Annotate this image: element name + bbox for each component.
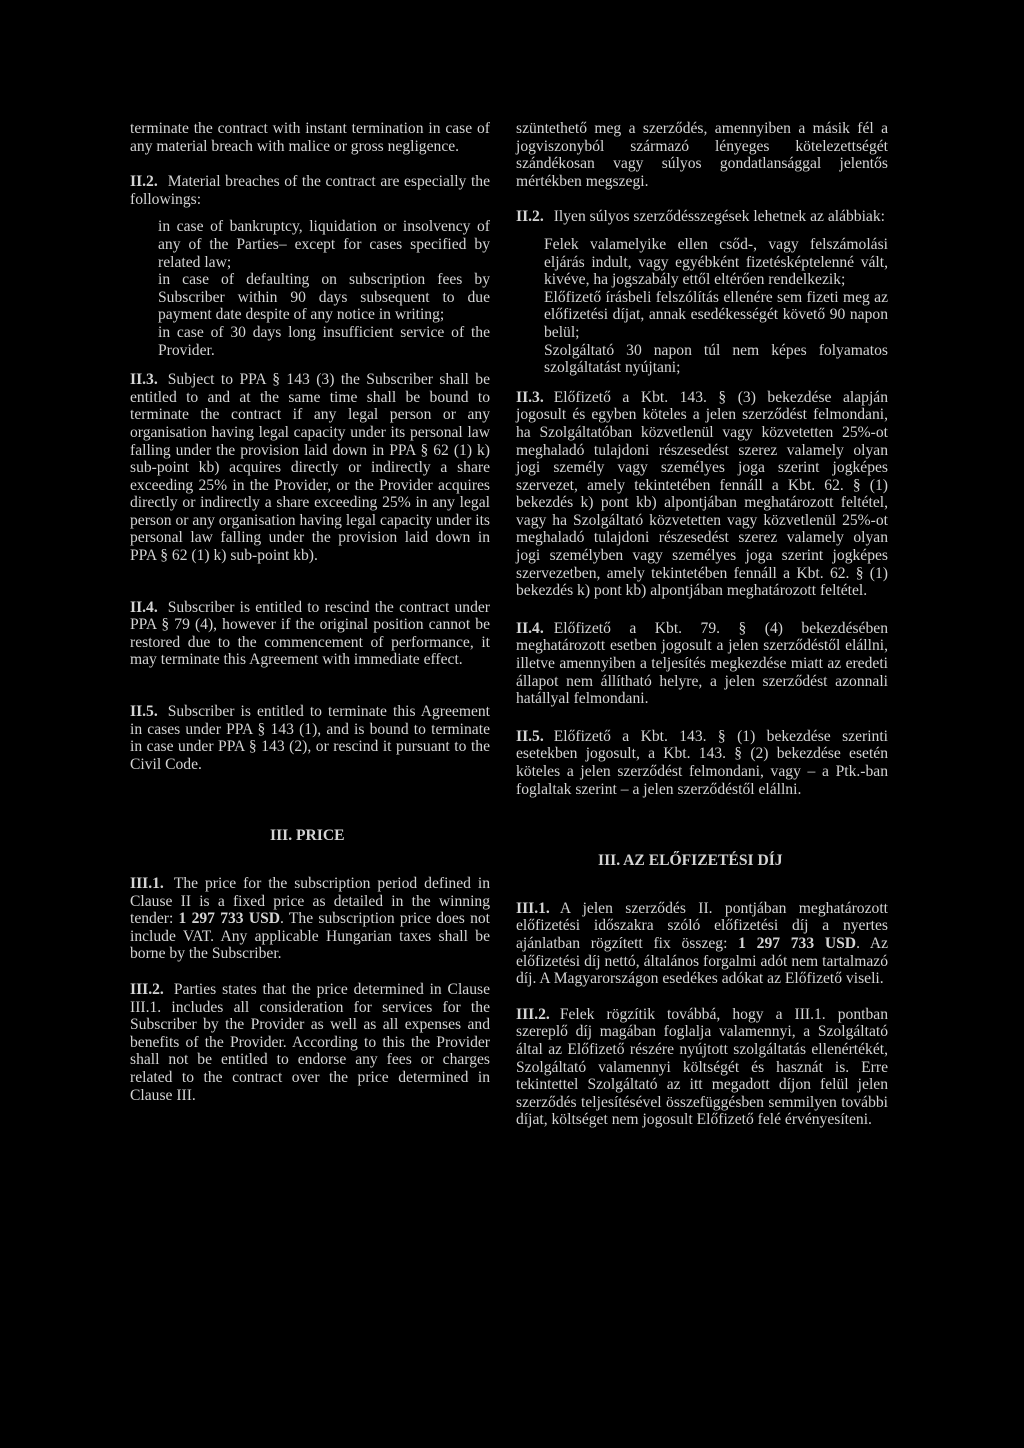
- list-item: Előfizető írásbeli felszólítás ellenére sem fizeti meg az előfizetési díjat, annak esedékességét követő 90 napon belül;: [544, 288, 888, 341]
- clause-text: Előfizető a Kbt. 79. § (4) bekezdésében meghatározott esetben jogosult a jelen szerződéstől elállni, illetve amennyiben a teljesítés megkezdése miatt az eredeti állapot nem állítható helyre, a jelen szerződést azonnali hatállyal felmondani.: [516, 619, 888, 708]
- clause-ii3: [516, 389, 888, 600]
- section-heading: III. PRICE: [270, 827, 345, 845]
- clause-text: . The subscription price does not include VAT. Any applicable Hungarian taxes shall be borne by the Subscriber.: [130, 910, 491, 963]
- clause-text: Előfizető a Kbt. 143. § (1) bekezdése szerinti esetekben jogosult, a Kbt. 143. § (2) bekezdése esetén köteles a jelen szerződést felmondani, vagy – a Ptk.-ban foglaltak szerint – a jelen szerződéstől elállni.: [516, 727, 888, 798]
- clause-text: Subscriber is entitled to rescind the contract under PPA § 79 (4), however if the original position cannot be restored due to the commencement of performance, it may terminate this Agreement with immediate effect.: [130, 598, 490, 669]
- price-amount: 1 297 733 USD: [178, 910, 281, 928]
- clause-ii4: [130, 599, 490, 669]
- clause-number: III.1.: [516, 899, 550, 917]
- clause-iii1: [516, 900, 888, 988]
- clause-text: Felek rögzítik továbbá, hogy a III.1. pontban szereplő díj magában foglalja valamennyi, a Szolgáltató által az Előfizető részére nyújtott szolgáltatás ellenértékét, Szolgáltató valamennyi költségét és hasznát is. Erre tekintettel Szolgáltató az itt megadott díjon felül jelen szerződés teljesítésével összefüggésben semmilyen további díjat, költséget nem jogosult Előfizető felé érvényesíteni.: [516, 1005, 888, 1129]
- clause-text: Subscriber is entitled to terminate this Agreement in cases under PPA § 143 (1), and is bound to terminate in case under PPA § 143 (2), or rescind it pursuant to the Civil Code.: [130, 703, 490, 773]
- clause-number: II.5.: [130, 703, 158, 721]
- clause-text: . Az előfizetési díj nettó, általános forgalmi adót nem tartalmazó díj. A Magyarországon esedékes adókat az Előfizető viseli.: [516, 934, 889, 988]
- clause-text: Parties states that the price determined in Clause III.1. includes all consideration for services for the Subscriber by the Provider as well as all expenses and benefits of the Provider. According to this the Provider shall not be entitled to endorse any fees or charges related to the contract over the price determined in Clause III.: [130, 980, 490, 1104]
- clause-number: II.5.: [516, 727, 544, 745]
- clause-ii2: [516, 208, 888, 226]
- clause-text: terminate the contract with instant termination in case of any material breach with malice or gross negligence.: [130, 120, 490, 155]
- clause-number: III.1.: [130, 875, 164, 892]
- clause-ii3: [130, 371, 490, 565]
- clause-iii2: [130, 981, 490, 1104]
- clause-number: II.3.: [516, 388, 544, 406]
- clause-text: Előfizető a Kbt. 143. § (3) bekezdése alapján jogosult és egyben köteles a jelen szerződést felmondani, ha Szolgáltatóban közvetlenül vagy közvetetten 25%-ot meghaladó tulajdoni részesedést szerez valamely olyan jogi személy vagy személyes joga szerint jogképes szervezet, amely tekintetében fennáll a Kbt. 62. § (1) bekezdés k) pont kb) alpontjában meghatározott feltétel, vagy ha Szolgáltató közvetetten vagy közvetlenül 25%-ot meghaladó tulajdoni részesedést szerez valamely olyan jogi személyben vagy személyes joga szerint jogképes szervezetben, amely tekintetében fennáll a Kbt. 62. § (1) bekezdés k) pont kb) alpontjában meghatározott feltétel.: [516, 388, 888, 600]
- english-column: [130, 120, 490, 1122]
- hungarian-column: [516, 120, 888, 1147]
- list-item: in case of bankruptcy, liquidation or insolvency of any of the Parties– except for cases specified by related law;: [158, 218, 490, 271]
- clause-ii2: [130, 173, 490, 208]
- section-heading: III. AZ ELŐFIZETÉSI DÍJ: [598, 852, 783, 870]
- breach-list: [130, 218, 490, 359]
- list-item: in case of defaulting on subscription fees by Subscriber within 90 days subsequent to due payment date despite of any notice in writing;: [158, 271, 490, 324]
- clause-text: Material breaches of the contract are especially the followings:: [130, 173, 490, 208]
- clause-number: III.2.: [516, 1005, 550, 1023]
- list-item: Felek valamelyike ellen csőd-, vagy felszámolási eljárás indult, vagy egyébként fizetésképtelenné vált, kivéve, ha jogszabály ettől eltérően rendelkezik;: [544, 235, 888, 289]
- clause-text: Subject to PPA § 143 (3) the Subscriber shall be entitled to and at the same time shall be bound to terminate the contract if any legal person or any organisation having legal capacity under its personal law falling under the provision laid down in PPA § 62 (1) k) sub-point kb) acquires directly or indirectly a share exceeding 25% in the Provider, or the Provider acquires directly or indirectly a share exceeding 25% in any legal person or any organisation having legal capacity under its personal law falling under the provision laid down in PPA § 62 (1) k) sub-point kb).: [130, 371, 490, 565]
- clause-text: Ilyen súlyos szerződésszegések lehetnek az alábbiak:: [553, 208, 885, 226]
- clause-text: szüntethető meg a szerződés, amennyiben a másik fél a jogviszonyból származó lényeges kötelezettségét szándékosan vagy súlyos gondatlansággal jelentős mértékben megszegi.: [516, 120, 888, 190]
- clause-iii1: [130, 875, 490, 963]
- clause-number: II.2.: [516, 208, 544, 226]
- clause-ii5: [516, 728, 888, 798]
- clause-number: II.2.: [130, 173, 158, 191]
- list-item: Szolgáltató 30 napon túl nem képes folyamatos szolgáltatást nyújtani;: [544, 341, 888, 377]
- clause-ii4: [516, 620, 888, 708]
- clause-text: The price for the subscription period defined in Clause II is a fixed price as detailed in the winning tender:: [130, 875, 490, 928]
- clause-number: II.4.: [516, 619, 544, 637]
- price-amount: 1 297 733 USD: [738, 934, 857, 952]
- clause-number: III.2.: [130, 980, 164, 998]
- list-item: in case of 30 days long insufficient service of the Provider.: [158, 323, 490, 359]
- clause-number: II.4.: [130, 598, 158, 616]
- clause-ii5: [130, 703, 490, 773]
- clause-number: II.3.: [130, 371, 158, 389]
- clause-iii2: [516, 1006, 888, 1129]
- breach-list: [516, 236, 888, 377]
- clause-text: A jelen szerződés II. pontjában meghatározott előfizetési időszakra szóló előfizetési díj a nyertes ajánlatban rögzített fix összeg:: [516, 899, 888, 952]
